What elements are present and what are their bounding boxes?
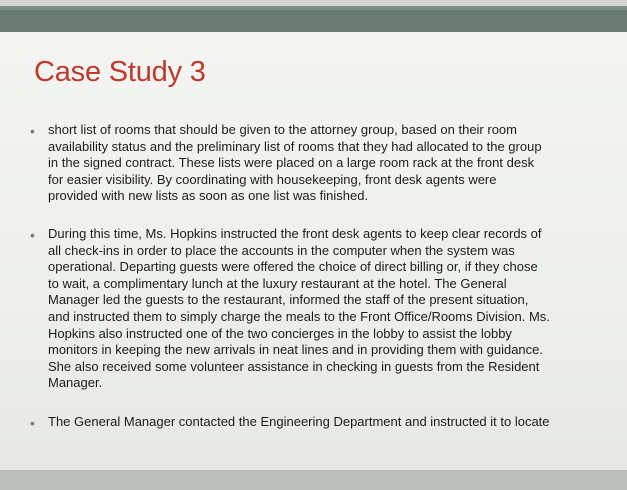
text-line: provided with new lists as soon as one list was finished. bbox=[48, 188, 369, 204]
bullet-text bbox=[48, 226, 613, 392]
text-line: availability status and the preliminary list of rooms that they had allocated to the group bbox=[48, 138, 542, 154]
text-line: and instructed them to simply charge the meals to the Front Office/Rooms Division. Ms. bbox=[48, 308, 550, 324]
text-line: monitors in keeping the new arrivals in neat lines and in providing them with guidance. bbox=[48, 342, 544, 358]
bullet-dot-icon: • bbox=[30, 227, 35, 243]
text-line: She also received some volunteer assistance in checking in guests from the Resident bbox=[48, 358, 540, 374]
text-line: to wait, a complimentary lunch at the luxury restaurant at the hotel. The General bbox=[48, 275, 507, 291]
text-line: The General Manager contacted the Engineering Department and instructed it to locate bbox=[48, 414, 550, 429]
bullet-dot-icon: • bbox=[30, 123, 35, 139]
bullet-text bbox=[48, 414, 613, 431]
bullet-text bbox=[48, 122, 613, 205]
text-line: for easier visibility. By coordinating with housekeeping, front desk agents were bbox=[48, 171, 497, 187]
slide-header-band bbox=[0, 6, 627, 32]
text-line: short list of rooms that should be given to the attorney group, based on their room bbox=[48, 122, 517, 137]
text-line: in the signed contract. These lists were placed on a large room rack at the front desk bbox=[48, 155, 535, 171]
text-line: Manager led the guests to the restaurant, informed the staff of the present situation, bbox=[48, 292, 529, 308]
bottom-edge bbox=[0, 470, 627, 490]
text-line: Manager. bbox=[48, 375, 103, 391]
header-accent-line bbox=[0, 6, 627, 10]
text-line: all check-ins in order to place the accounts in the computer when the system was bbox=[48, 242, 515, 258]
bullet-dot-icon: • bbox=[30, 415, 35, 431]
slide-title: Case Study 3 bbox=[34, 56, 206, 88]
text-line: Hopkins also instructed one of the two concierges in the lobby to assist the lobby bbox=[48, 325, 512, 341]
text-line: During this time, Ms. Hopkins instructed the front desk agents to keep clear records of bbox=[48, 226, 542, 241]
text-line: operational. Departing guests were offered the choice of direct billing or, if they chose bbox=[48, 259, 538, 275]
